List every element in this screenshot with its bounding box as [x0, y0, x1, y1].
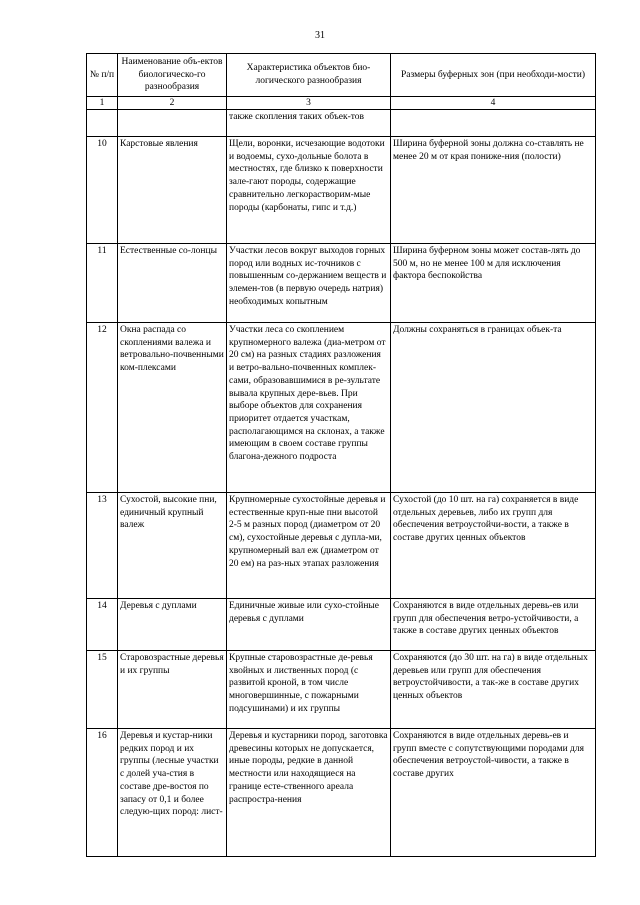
- column-number: 2: [118, 97, 227, 110]
- table-row: [87, 323, 596, 493]
- header-number: № п/п: [87, 54, 118, 97]
- cell-number: [87, 110, 118, 137]
- cell-characteristics: Деревья и кустарники пород, заготовка древесины которых не допускается, иные породы, редкие в данной местности или находящиеся на границе есте-ственного ареала распростра-нения: [227, 729, 391, 857]
- cell-object-name: [118, 110, 227, 137]
- cell-characteristics: Щели, воронки, исчезающие водотоки и водоемы, сухо-дольные болота в местностях, где близко к поверхности зале-гают породы, содержащие сравнительно легкорастворим-мые породы (карбонаты, гипс и т.д.): [227, 137, 391, 244]
- header-buffer-zone: Размеры буферных зон (при необходи-мости): [391, 54, 596, 97]
- cell-characteristics: Крупномерные сухостойные деревья и естественные круп-ные пни высотой 2-5 м разных пород (диаметром от 20 см), сухостойные деревья с дупла-ми, крупномерный вал еж (диаметром от 20 ем) на раз-ных этапах разложения: [227, 493, 391, 599]
- cell-characteristics: Единичные живые или сухо-стойные деревья с дуплами: [227, 599, 391, 651]
- column-number-row: [87, 97, 596, 110]
- cell-characteristics: Крупные старовозрастные де-ревья хвойных и лиственных пород (с развитой кроной, в том числе многовершинные, с пожарными подсушинами) и их группы: [227, 651, 391, 729]
- cell-object-name: Естественные со-лонцы: [118, 244, 227, 323]
- cell-object-name: Деревья и кустар-ники редких пород и их группы (лесные участки с долей уча-стия в составе дре-востоя по запасу от 0,1 и более следую-щих пород: лист-: [118, 729, 227, 857]
- cell-number: 16: [87, 729, 118, 857]
- table-row: [87, 651, 596, 729]
- cell-number: 14: [87, 599, 118, 651]
- header-characteristics: Характеристика объектов био-логического разнообразия: [227, 54, 391, 97]
- cell-object-name: Сухостой, высокие пни, единичный крупный валеж: [118, 493, 227, 599]
- cell-number: 10: [87, 137, 118, 244]
- cell-buffer-zone: Сухостой (до 10 шт. на га) сохраняется в виде отдельных деревьев, либо их групп для обеспечения ветроустойчи-вости, а также в составе других ценных объектов: [391, 493, 596, 599]
- table-row: [87, 729, 596, 857]
- column-number: 1: [87, 97, 118, 110]
- page-number: 31: [315, 30, 325, 41]
- header-object-name: Наименование объ-ектов биологическо-го разнообразия: [118, 54, 227, 97]
- cell-buffer-zone: Сохраняются в виде отдельных деревь-ев и групп вместе с сопутствующими породами для обеспечения ветроустой-чивости, а также в составе других: [391, 729, 596, 857]
- cell-number: 11: [87, 244, 118, 323]
- cell-number: 15: [87, 651, 118, 729]
- cell-buffer-zone: Должны сохраняться в границах объек-та: [391, 323, 596, 493]
- cell-buffer-zone: Ширина буферном зоны может состав-лять до 500 м, но не менее 100 м для исключения фактора беспокойства: [391, 244, 596, 323]
- table-row: [87, 599, 596, 651]
- cell-object-name: Окна распада со скоплениями валежа и ветровально-почвенными ком-плексами: [118, 323, 227, 493]
- table-row: [87, 493, 596, 599]
- table-header-row: [87, 54, 596, 97]
- cell-buffer-zone: Сохраняются (до 30 шт. на га) в виде отдельных деревьев или групп для обеспечения ветроустойчивости, а так-же в составе других ценных объектов: [391, 651, 596, 729]
- cell-object-name: Старовозрастные деревья и их группы: [118, 651, 227, 729]
- biodiversity-table: [86, 53, 596, 857]
- cell-number: 12: [87, 323, 118, 493]
- cell-number: 13: [87, 493, 118, 599]
- cell-buffer-zone: Ширина буферной зоны должна со-ставлять не менее 20 м от края пониже-ния (полости): [391, 137, 596, 244]
- cell-buffer-zone: Сохраняются в виде отдельных деревь-ев или групп для обеспечения ветро-устойчивости, а также в составе других ценных объектов: [391, 599, 596, 651]
- cell-object-name: Деревья с дуплами: [118, 599, 227, 651]
- table-row: [87, 244, 596, 323]
- cell-characteristics: также скопления таких объек-тов: [227, 110, 391, 137]
- table-row: [87, 110, 596, 137]
- column-number: 4: [391, 97, 596, 110]
- cell-characteristics: Участки леса со скоплением крупномерного валежа (диа-метром от 20 см) на разных стадиях разложения и ветро-вально-почвенных комплек-сами, образовавшимися в ре-зультате вывала крупных дере-вьев. При выборе объектов для сохранения приоритет отдается участкам, располагающимся на склонах, а также имеющим в своем составе группы благона-дежного подроста: [227, 323, 391, 493]
- column-number: 3: [227, 97, 391, 110]
- table-row: [87, 137, 596, 244]
- cell-buffer-zone: [391, 110, 596, 137]
- cell-characteristics: Участки лесов вокруг выходов горных пород или водных ис-точников с повышенным со-держанием веществ и элемен-тов (в первую очередь натрия) необходимых копытным: [227, 244, 391, 323]
- cell-object-name: Карстовые явления: [118, 137, 227, 244]
